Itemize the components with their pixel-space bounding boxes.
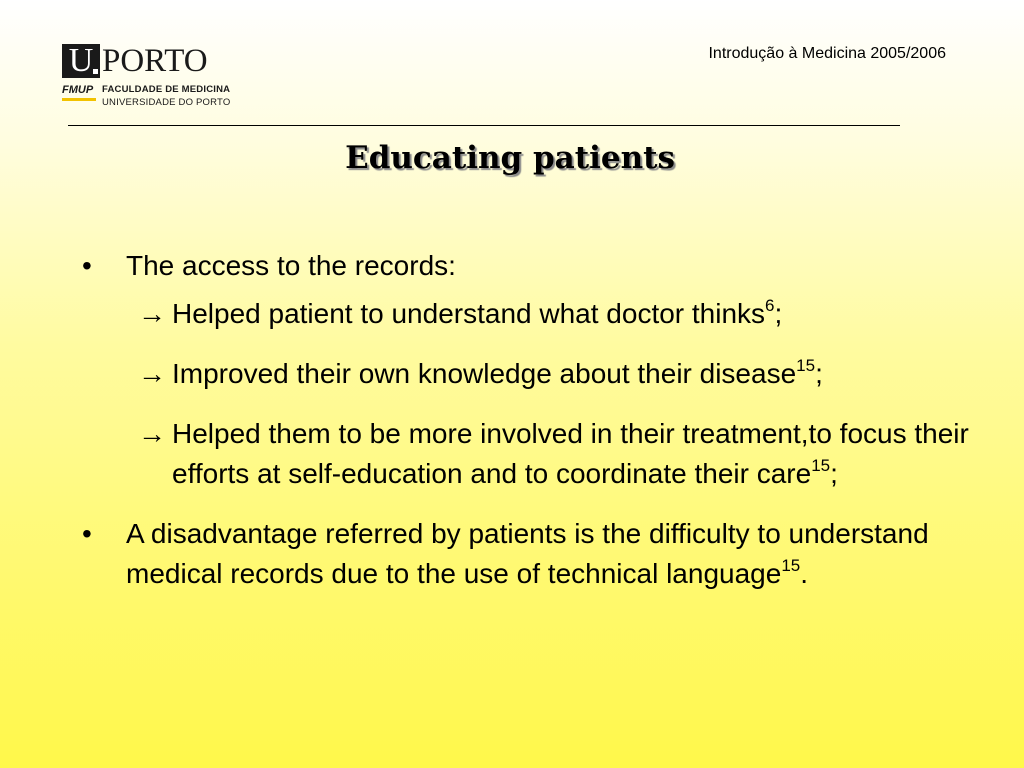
- logo-mark: [62, 44, 100, 78]
- arrow-icon: →: [138, 298, 166, 329]
- reference-number: 15: [796, 356, 816, 375]
- slide-title: Educating patients: [345, 140, 675, 176]
- sub-item-punctuation: ;: [830, 458, 838, 489]
- course-label: Introdução à Medicina 2005/2006: [708, 45, 946, 62]
- bullet-text: The access to the records:: [126, 250, 456, 281]
- university-logo: [60, 42, 235, 110]
- arrow-icon: →: [138, 358, 166, 389]
- sub-item: [82, 414, 1002, 494]
- arrow-icon: →: [138, 418, 166, 449]
- bullet-text: A disadvantage referred by patients is the difficulty to understand medical records due to the use of technical language: [126, 518, 929, 589]
- sub-item-text: Helped patient to understand what doctor thinks: [172, 298, 766, 329]
- logo-university: UNIVERSIDADE DO PORTO: [102, 97, 231, 108]
- sub-item-punctuation: ;: [774, 298, 783, 329]
- header-divider: [68, 125, 900, 126]
- logo-accent-bar: [62, 98, 96, 101]
- slide-body: [82, 246, 1002, 594]
- reference-number: 15: [811, 456, 831, 475]
- bullet-icon: •: [82, 250, 92, 281]
- bullet-item: [82, 246, 1002, 286]
- sub-item-text: Helped them to be more involved in their treatment,to focus their efforts at self-education and to coordinate their care: [172, 418, 969, 489]
- logo-brand: PORTO: [102, 43, 208, 79]
- bullet-punctuation: .: [800, 558, 809, 589]
- logo-tag: FMUP: [62, 84, 94, 96]
- sub-item: [82, 294, 1002, 334]
- sub-item-text: Improved their own knowledge about their disease: [172, 358, 797, 389]
- logo-mark-letter: U: [68, 42, 94, 79]
- logo-dot: [93, 69, 98, 74]
- reference-number: 6: [765, 296, 775, 315]
- bullet-icon: •: [82, 518, 92, 549]
- sub-item: [82, 354, 1002, 394]
- sub-item-punctuation: ;: [815, 358, 823, 389]
- reference-number: 15: [781, 556, 801, 575]
- logo-faculty: FACULDADE DE MEDICINA: [102, 84, 231, 95]
- bullet-item: [82, 514, 1002, 594]
